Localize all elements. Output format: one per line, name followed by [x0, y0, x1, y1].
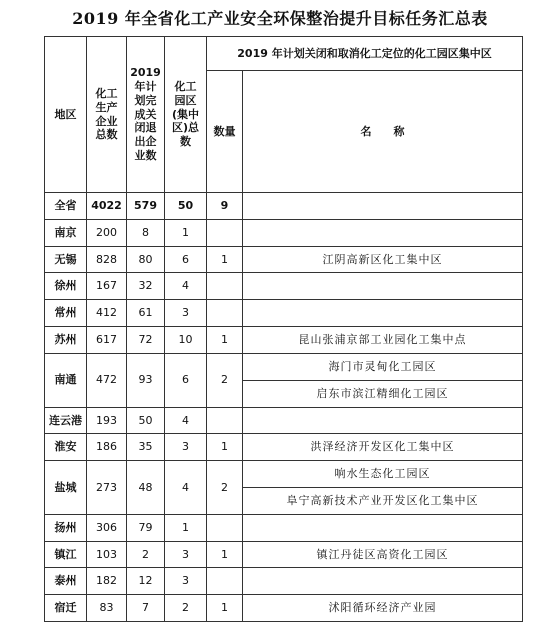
cell-parks: 3: [165, 300, 207, 327]
cell-exits: 12: [127, 568, 165, 595]
cell-count: 1: [207, 246, 243, 273]
cell-park-name: 江阴高新区化工集中区: [243, 246, 523, 273]
table-row: [45, 568, 523, 595]
cell-region: 全省: [45, 193, 87, 220]
cell-count: 9: [207, 193, 243, 220]
cell-enterprises: 4022: [87, 193, 127, 220]
cell-region: 淮安: [45, 434, 87, 461]
cell-region: 扬州: [45, 514, 87, 541]
cell-enterprises: 186: [87, 434, 127, 461]
cell-parks: 4: [165, 273, 207, 300]
cell-parks: 6: [165, 246, 207, 273]
cell-region: 镇江: [45, 541, 87, 568]
cell-count: 2: [207, 461, 243, 515]
cell-park-name: [243, 568, 523, 595]
header-enterprises: 化工 生产 企业 总数: [87, 37, 127, 193]
table-body: [45, 37, 523, 622]
cell-region: 泰州: [45, 568, 87, 595]
cell-exits: 72: [127, 327, 165, 354]
cell-park-name: [243, 273, 523, 300]
cell-region: 常州: [45, 300, 87, 327]
cell-count: [207, 407, 243, 434]
cell-exits: 50: [127, 407, 165, 434]
table-row: [45, 407, 523, 434]
cell-enterprises: 472: [87, 353, 127, 407]
table-row: [45, 219, 523, 246]
table-row: [45, 353, 523, 380]
document-title: 2019 年全省化工产业安全环保整治提升目标任务汇总表: [72, 9, 488, 28]
table-row: [45, 327, 523, 354]
table-row: [45, 273, 523, 300]
cell-exits: 93: [127, 353, 165, 407]
table-row: [45, 193, 523, 220]
cell-park-name: 启东市滨江精细化工园区: [243, 380, 523, 407]
cell-count: [207, 273, 243, 300]
cell-park-name: 响水生态化工园区: [243, 461, 523, 488]
cell-exits: 80: [127, 246, 165, 273]
cell-park-name: [243, 300, 523, 327]
table-row: [45, 461, 523, 488]
cell-exits: 32: [127, 273, 165, 300]
cell-exits: 2: [127, 541, 165, 568]
cell-count: 1: [207, 595, 243, 622]
cell-enterprises: 412: [87, 300, 127, 327]
cell-park-name: 镇江丹徒区高资化工园区: [243, 541, 523, 568]
cell-count: 1: [207, 434, 243, 461]
cell-region: 苏州: [45, 327, 87, 354]
table-row: [45, 246, 523, 273]
table-row: [45, 300, 523, 327]
cell-parks: 4: [165, 407, 207, 434]
cell-park-name: [243, 514, 523, 541]
summary-table: [44, 36, 523, 622]
table-row: [45, 595, 523, 622]
cell-park-name: 昆山张浦京部工业园化工集中点: [243, 327, 523, 354]
cell-park-name: 洪泽经济开发区化工集中区: [243, 434, 523, 461]
cell-park-name: [243, 407, 523, 434]
header-closure-group: 2019 年计划关闭和取消化工定位的化工园区集中区: [207, 37, 523, 71]
cell-region: 徐州: [45, 273, 87, 300]
cell-count: 1: [207, 541, 243, 568]
cell-count: [207, 219, 243, 246]
cell-count: [207, 300, 243, 327]
cell-parks: 3: [165, 541, 207, 568]
cell-park-name: 沭阳循环经济产业园: [243, 595, 523, 622]
cell-region: 南京: [45, 219, 87, 246]
cell-exits: 35: [127, 434, 165, 461]
cell-count: 1: [207, 327, 243, 354]
cell-region: 连云港: [45, 407, 87, 434]
cell-region: 盐城: [45, 461, 87, 515]
cell-park-name: 阜宁高新技术产业开发区化工集中区: [243, 487, 523, 514]
header-parks: 化工 园区 (集中 区)总 数: [165, 37, 207, 193]
cell-enterprises: 83: [87, 595, 127, 622]
cell-enterprises: 167: [87, 273, 127, 300]
cell-park-name: [243, 193, 523, 220]
cell-parks: 2: [165, 595, 207, 622]
cell-count: 2: [207, 353, 243, 407]
table-row: [45, 514, 523, 541]
cell-region: 南通: [45, 353, 87, 407]
cell-region: 无锡: [45, 246, 87, 273]
cell-enterprises: 193: [87, 407, 127, 434]
cell-park-name: 海门市灵甸化工园区: [243, 353, 523, 380]
cell-count: [207, 514, 243, 541]
table-row: [45, 541, 523, 568]
cell-exits: 61: [127, 300, 165, 327]
cell-parks: 3: [165, 434, 207, 461]
cell-parks: 3: [165, 568, 207, 595]
cell-enterprises: 273: [87, 461, 127, 515]
cell-parks: 10: [165, 327, 207, 354]
header-name: 名 称: [243, 71, 523, 193]
cell-parks: 50: [165, 193, 207, 220]
header-count: 数量: [207, 71, 243, 193]
cell-parks: 1: [165, 514, 207, 541]
cell-enterprises: 617: [87, 327, 127, 354]
cell-parks: 1: [165, 219, 207, 246]
cell-enterprises: 182: [87, 568, 127, 595]
cell-enterprises: 200: [87, 219, 127, 246]
cell-region: 宿迁: [45, 595, 87, 622]
cell-enterprises: 306: [87, 514, 127, 541]
cell-parks: 4: [165, 461, 207, 515]
cell-exits: 48: [127, 461, 165, 515]
cell-enterprises: 103: [87, 541, 127, 568]
header-region: 地区: [45, 37, 87, 193]
cell-exits: 7: [127, 595, 165, 622]
cell-count: [207, 568, 243, 595]
header-row-1: [45, 37, 523, 71]
cell-enterprises: 828: [87, 246, 127, 273]
cell-parks: 6: [165, 353, 207, 407]
cell-exits: 79: [127, 514, 165, 541]
cell-park-name: [243, 219, 523, 246]
cell-exits: 579: [127, 193, 165, 220]
cell-exits: 8: [127, 219, 165, 246]
table-row: [45, 434, 523, 461]
header-exits: 2019 年计 划完 成关 闭退 出企 业数: [127, 37, 165, 193]
